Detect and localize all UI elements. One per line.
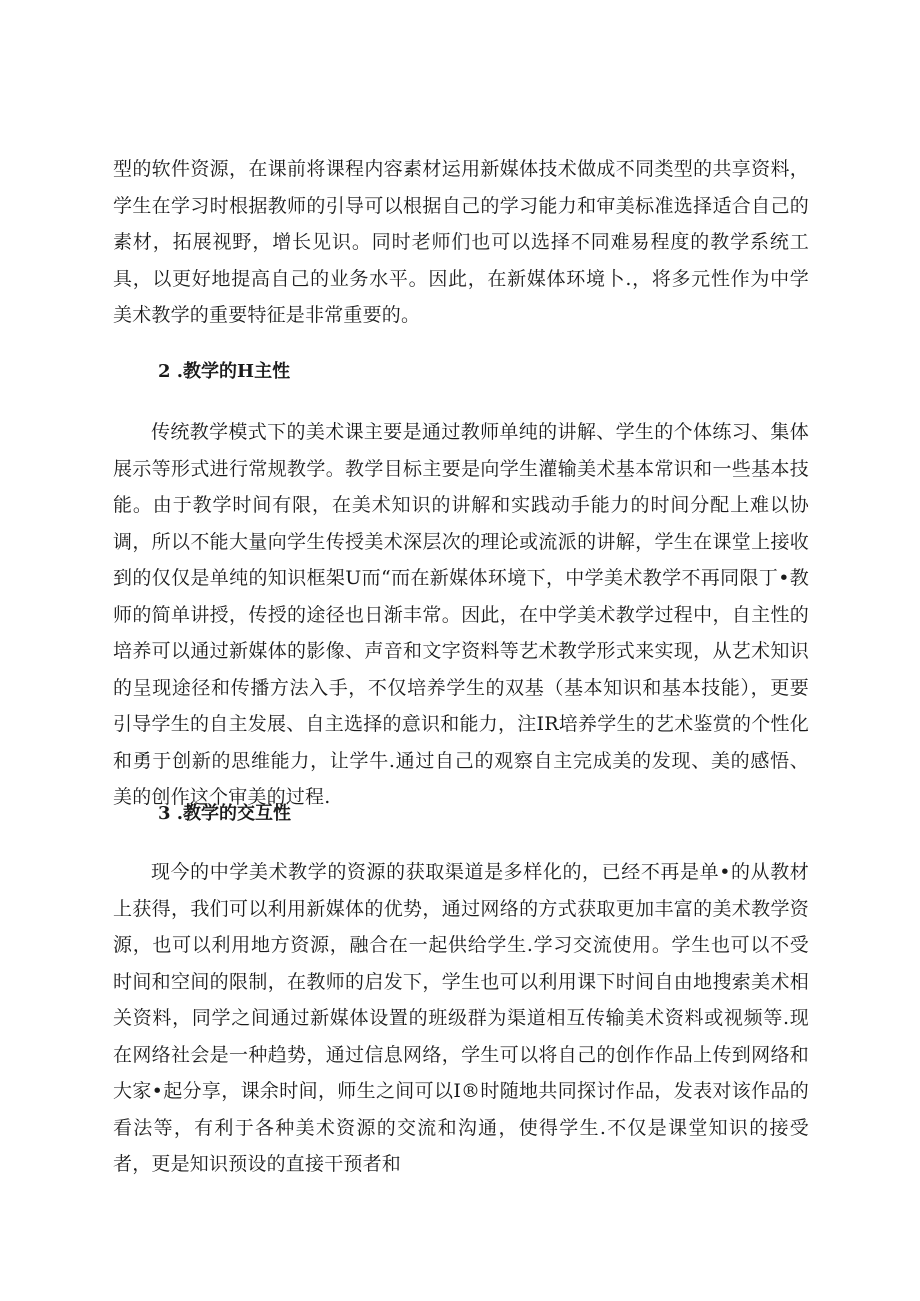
paragraph-interactivity: 现今的中学美术教学的资源的获取渠道是多样化的，已经不再是单•的从教材上获得，我们可以利用新媒体的优势，通过网络的方式获取更加丰富的美术教学资源，也可以利用地方资源，融合在一起供给学生.学习交流使用。学生也可以不受时间和空间的限制，在教师的启发下，学生也可以利用课下时间自由地搜索美术相关资料，同学之间通过新媒体设置的班级群为渠道相互传输美术资料或视频等.现在网络社会是一种趋势，通过信息网络，学生可以将自己的创作作品上传到网络和大家•起分享，课余时间，师生之间可以I®时随地共同探讨作品，发表对该作品的看法等，有利于各种美术资源的交流和沟通，使得学生.不仅是课堂知识的接受者，更是知识预设的直接干预者和 (113, 861, 809, 1175)
paragraph-diversity-conclusion: 型的软件资源，在课前将课程内容素材运用新媒体技术做成不同类型的共享资料，学生在学习时根据教师的引导可以根据自己的学习能力和审美标准选择适合自己的素材，拓展视野，增长见识。同时老师们也可以选择不同难易程度的教学系统工具，以更好地提高自己的业务水平。因此，在新媒体环境卜.，将多元性作为中学美术教学的重要特征是非常重要的。 (113, 158, 809, 326)
section-heading-interactivity: 3 .教学的交互性 (158, 803, 292, 824)
paragraph-autonomy: 传统教学模式下的美术课主要是通过教师单纯的讲解、学生的个体练习、集体展示等形式进行常规教学。教学目标主要是向学生灌输美术基本常识和一些基本技能。由于教学时间有限，在美术知识的讲解和实践动手能力的时间分配上难以协调，所以不能大量向学生传授美术深层次的理论或流派的讲解，学生在课堂上接收到的仅仅是单纯的知识框架U而“而在新媒体环境下，中学美术教学不再同限丁•教师的简单讲授，传授的途径也日渐丰常。因此，在中学美术教学过程中，自主性的培养可以通过新媒体的影像、声音和文字资料等艺术教学形式来实现，从艺术知识的呈现途径和传播方法入手，不仅培养学生的双基（基本知识和基本技能），更要引导学生的自主发展、自主选择的意识和能力，注IR培养学生的艺术鉴赏的个性化和勇于创新的思维能力，让学牛.通过自己的观察自主完成美的发现、美的感悟、美的创作这个审美的过程. (113, 421, 809, 808)
section-heading-autonomy: 2 .教学的H主性 (158, 361, 291, 382)
